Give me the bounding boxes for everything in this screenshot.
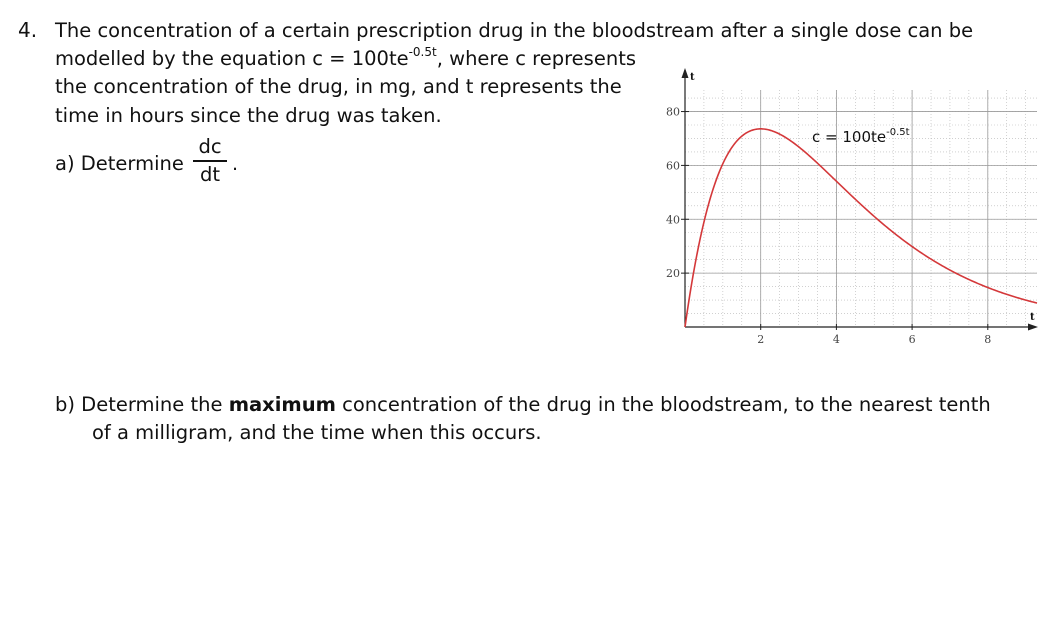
derivative-fraction bbox=[193, 135, 227, 187]
intro-line-2 bbox=[55, 45, 636, 72]
curve-equation-label: $c = 100te^{-0.5t}$ bbox=[812, 127, 910, 146]
y-tick-label: 60 bbox=[666, 159, 680, 173]
x-tick-label: 6 bbox=[908, 333, 916, 346]
x-tick-label: 4 bbox=[832, 333, 840, 346]
fraction-bar bbox=[193, 160, 227, 162]
fraction-numerator: dc bbox=[198, 135, 222, 158]
intro-line-2-tail: , where c represents bbox=[436, 47, 636, 70]
concentration-graph bbox=[640, 60, 1040, 355]
part-b-prefix: b) Determine the bbox=[55, 393, 229, 416]
part-b-suffix: concentration of the drug in the bloodstream, to the nearest tenth bbox=[335, 393, 991, 416]
grid-minor bbox=[685, 90, 1037, 327]
y-tick-label: 80 bbox=[666, 105, 680, 119]
equation-exponent: -0.5t bbox=[408, 45, 437, 59]
x-axis-label: t bbox=[1030, 312, 1035, 323]
intro-line-4: time in hours since the drug was taken. bbox=[55, 104, 442, 127]
intro-line-3: the concentration of the drug, in mg, and t represents the bbox=[55, 75, 622, 98]
intro-line-1: The concentration of a certain prescription drug in the bloodstream after a single dose can be bbox=[55, 19, 974, 42]
part-b-line-1 bbox=[55, 391, 991, 418]
y-tick-label: 40 bbox=[666, 213, 680, 227]
part-a-label: a) Determine bbox=[55, 152, 184, 175]
part-b-line-2: of a milligram, and the time when this occurs. bbox=[92, 421, 542, 444]
curve-layer bbox=[685, 129, 1037, 327]
y-axis-label: t bbox=[690, 72, 695, 83]
x-axis-arrow bbox=[1028, 324, 1038, 331]
part-a-trailing-dot: . bbox=[232, 153, 239, 175]
part-b-bold-word: maximum bbox=[228, 393, 336, 416]
y-tick-label: 20 bbox=[666, 267, 680, 281]
fraction-denominator: dt bbox=[199, 162, 221, 186]
x-tick-label: 2 bbox=[757, 333, 765, 346]
axes bbox=[682, 68, 1039, 331]
x-tick-label: 8 bbox=[984, 333, 992, 346]
equation-inline: modelled by the equation c = 100te bbox=[55, 47, 409, 70]
concentration-curve bbox=[685, 129, 1037, 327]
grid-major bbox=[685, 90, 1037, 327]
y-axis-arrow bbox=[682, 68, 689, 78]
question-number: 4. bbox=[18, 18, 38, 42]
